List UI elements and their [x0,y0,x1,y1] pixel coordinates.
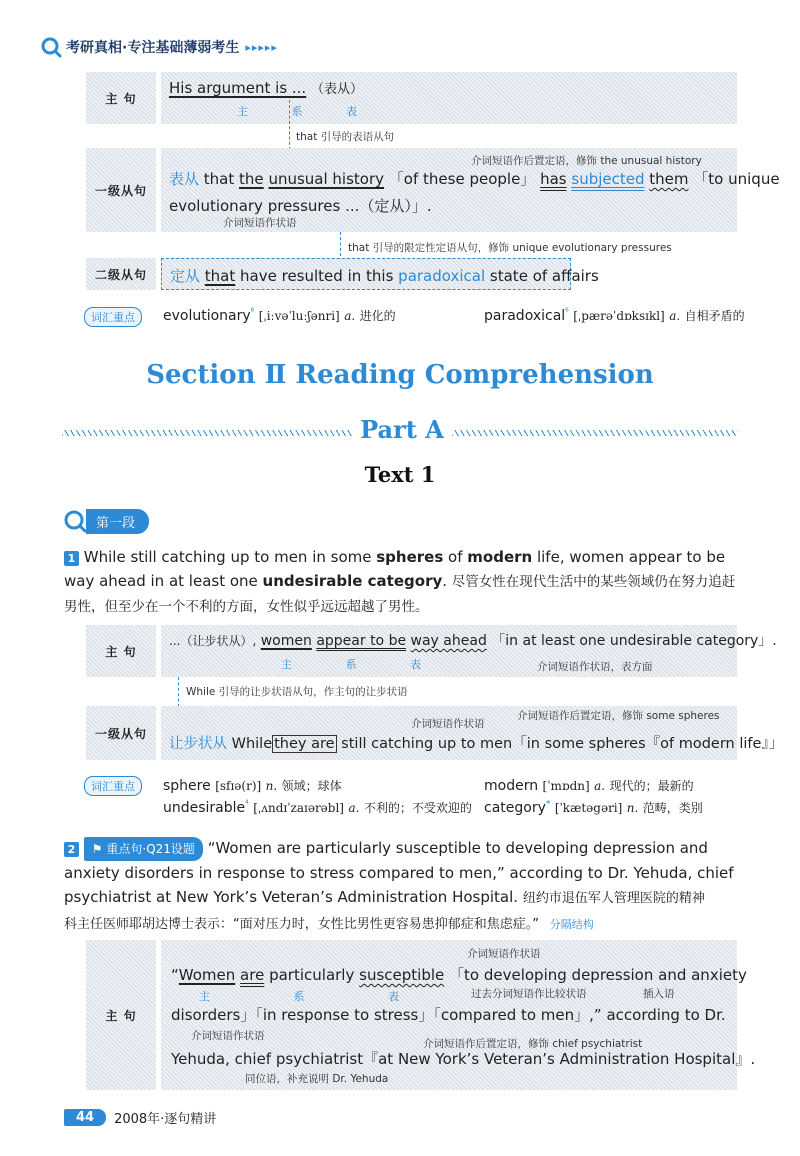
search-badge-icon [62,509,88,533]
clause1-of: 「of these people」 [388,170,536,188]
split-note: 分隔结构 [549,918,594,931]
footer [64,1108,216,1127]
divider-right [452,430,738,436]
clause1-line2: evolutionary pressures ...（定从）」. [169,197,432,215]
arrow-note-2: that 引导的限定性定语从句，修饰 unique evolutionary pressures [348,242,672,254]
page-number: 44 [64,1109,106,1126]
connector-line [178,677,179,707]
clause-subject: they are [274,736,335,752]
vocab-tag: 词汇重点 [84,775,142,796]
main-clause-box: 介词短语作状语 “Women are particularly susceptible 「to developing depression and anxiety 主 系 表 过去分词短语作比较状语 插入语 disorders」「in response to stress」「compared to men」,” according to Dr. 介词短语作状语 介词短语作后置定语，修饰 chief psychiatrist Yehuda, chief psychiatrist『at New York’s Veteran’s Administration Hospital』. 同位语，补充说明 Dr. Yehuda [161,940,737,1090]
vocab-item: paradoxical$^{^6}$ [ˌpærəˈdɒksɪkl] a. 自相矛盾的 [484,307,745,324]
clause2-paradoxical: paradoxical [398,267,486,285]
main-predicative: way ahead [410,633,487,649]
main-clause-note: （表从） [311,82,364,97]
connector-line [289,100,290,150]
mark-predicative: 表 [346,105,357,118]
clause-label: 一级从句 [86,706,156,760]
footer-title: 2008年·逐句精讲 [114,1112,217,1127]
clause2-that: that [204,267,236,285]
mark-predicative: 表 [410,658,421,671]
clause2-rest: state of affairs [489,267,599,285]
vocab-tag: 词汇重点 [84,306,142,327]
clause1-to: 「to unique [693,170,780,188]
sentence-number: 1 [64,551,79,566]
annot-1: 介词短语作状语 [467,948,541,960]
clause1-prefix: 表从 [169,170,200,188]
brand-text: 考研真相·专注基础薄弱考生 [66,40,240,56]
arrow-note-1: that 引导的表语从句 [296,131,395,143]
flag-icon: ⚑ [91,842,103,856]
vocab-item: sphere [sfɪə(r)] n. 领域；球体 [163,778,342,794]
header [40,36,278,58]
clause-box [161,706,784,760]
clause1-has: has [540,170,567,188]
b3-verb: are [240,966,265,984]
main-clause-label: 主 句 [86,72,156,124]
clause1-that: that [203,170,235,188]
mark-predicative: 表 [388,990,399,1003]
vocab-item: modern [ˈmɒdn] a. 现代的；最新的 [484,778,694,794]
mark-subject: 主 [199,990,210,1003]
vocab-item: undesirable$^{^4}$ [ˌʌndɪˈzaɪərəbl] a. 不利的；不受欢迎的 [163,799,472,816]
sentence-number: 2 [64,842,79,857]
translation: 尽管女性在现代生活中的某些领域仍在努力追赶男性，但至少在一个不利的方面，女性似乎远远超越了男性。 [64,574,736,615]
annot-aspect: 介词短语作状语，表方面 [537,661,653,673]
connector-line-2 [340,232,341,256]
clause1-subject: unusual history [268,170,385,188]
section-title: Section Ⅱ Reading Comprehension [146,360,654,390]
annot-6: 同位语，补充说明 Dr. Yehuda [245,1073,389,1085]
b3-line3: Yehuda, chief psychiatrist『at New York’s Veteran’s Administration Hospital』. [171,1050,756,1068]
clause1-the: the [239,170,264,188]
header-arrows: ▸▸▸▸▸ [245,40,278,54]
paragraph-2: 2 ⚑ 重点句·Q21设题 “Women are particularly susceptible to developing depression and anxiety disorders in response to stress compared to men,” according to Dr. Yehuda, chief psychiatrist at New York’s Veteran’s Administration Hospital. 纽约市退伍军人管理医院的精神 科主任医师耶胡达博士表示：“面对压力时，女性比男性更容易患抑郁症和焦虑症。” 分隔结构 [64,839,734,932]
part-title: Part A [360,415,444,444]
annot-adverbial: 介词短语作状语 [223,217,297,229]
mark-subject: 主 [281,658,292,671]
mark-verb: 系 [345,658,357,671]
main-verb: appear to be [316,633,407,649]
annot-2: 过去分词短语作比较状语 [471,988,587,1000]
main-clause-label: 主 句 [86,625,156,677]
paragraph-badge: 第一段 [62,509,149,533]
annot-b: 介词短语作后置定语，修饰 some spheres [517,710,720,722]
clause-while: While [231,736,273,752]
paragraph-1: 1 While still catching up to men in some spheres of modern life, women appear to be way ahead in at least one undesirable category. 尽管女性在现代生活中的某些领域仍在努力追赶男性，但至少在一个不利的方面，女性似乎远远超越了男性。 [64,548,736,615]
annot-3: 插入语 [643,988,675,1000]
annot-4: 介词短语作状语 [191,1030,265,1042]
main-pre: ...（让步状从）, [169,634,257,648]
b3-predicative: susceptible [359,966,445,984]
b3-subject: Women [178,966,236,984]
mark-verb: 系 [291,105,303,118]
clause1-label: 一级从句 [86,148,156,232]
annot-post-attr: 介词短语作后置定语，修饰 the unusual history [471,155,702,167]
clause2-verb: have resulted in this [240,267,394,285]
vocab-item: category* [ˈkætəgəri] n. 范畴，类别 [484,799,703,816]
annot-a: 介词短语作状语 [411,718,485,730]
search-logo-icon [40,36,62,58]
main-clause-box [161,625,777,677]
clause-prefix: 让步状从 [169,736,227,752]
clause2-label: 二级从句 [86,258,156,290]
mark-subject: 主 [237,105,248,118]
vocab-item: evolutionary$^{^6}$ [ˌiːvəˈluːʃənri] a. 进化的 [163,307,396,324]
main-clause-box [161,72,737,124]
text-title: Text 1 [364,462,436,487]
clause1-subjected: subjected [571,170,645,188]
main-clause-text: His argument is ... [169,79,307,97]
main-clause-label: 主 句 [86,940,156,1090]
clause1-box [161,148,780,232]
clause2-box [161,258,599,290]
main-subject: women [260,633,312,649]
clause2-prefix: 定从 [170,267,201,285]
mark-verb: 系 [293,990,305,1003]
b3-line2: disorders」「in response to stress」「compared to men」,” according to Dr. [171,1006,726,1024]
clause1-them: them [649,170,689,188]
main-rest: 「in at least one undesirable category」. [491,633,777,649]
divider-left [62,430,352,436]
clause-rest: still catching up to men「in some spheres『of modern life』」 [341,736,784,752]
key-sentence-tag: ⚑ 重点句·Q21设题 [84,837,203,861]
annot-5: 介词短语作后置定语，修饰 chief psychiatrist [423,1038,643,1050]
arrow-note-3: While 引导的让步状语从句，作主句的让步状语 [186,686,408,698]
